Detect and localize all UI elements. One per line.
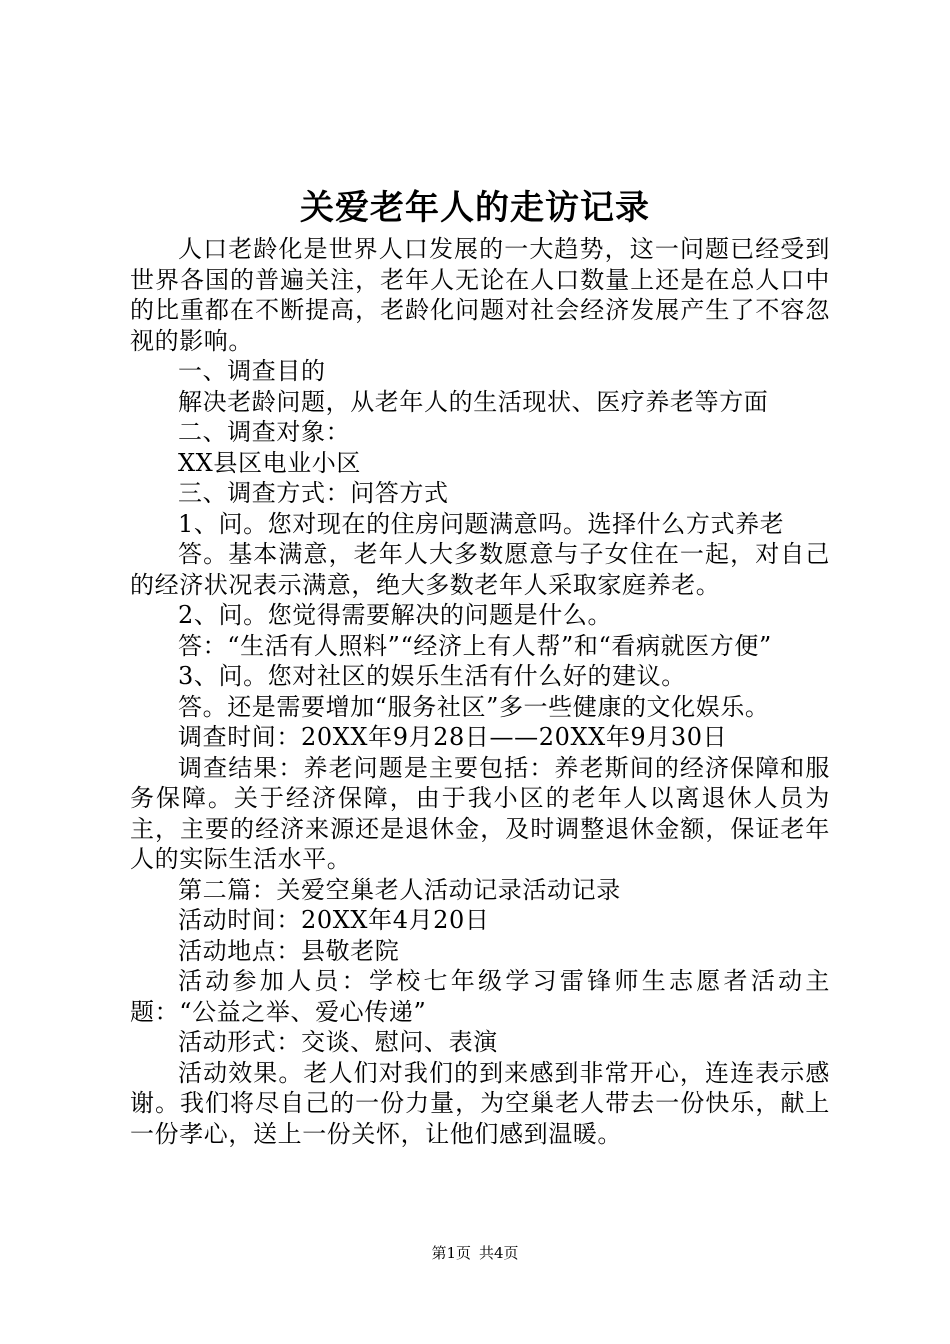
document-title: 关爱老年人的走访记录 <box>300 188 650 228</box>
paragraph-question-2: 2、问。您觉得需要解决的问题是什么。 <box>178 601 613 629</box>
paragraph-intro: 人口老龄化是世界人口发展的一大趋势，这一问题已经受到世界各国的普遍关注，老年人无论在人口数量上还是在总人口中的比重都在不断提高，老龄化问题对社会经济发展产生了不容忽视的影响。 <box>130 235 830 355</box>
page-total: 共4页 <box>479 1244 519 1262</box>
paragraph-activity-format: 活动形式：交谈、慰问、表演 <box>178 1028 498 1056</box>
paragraph-part-two-heading: 第二篇：关爱空巢老人活动记录活动记录 <box>178 875 621 904</box>
page-number: 第1页 <box>431 1244 471 1262</box>
paragraph-answer-3: 答。还是需要增加“服务社区”多一些健康的文化娱乐。 <box>178 692 770 721</box>
paragraph-activity-participants: 活动参加人员：学校七年级学习雷锋师生志愿者活动主题：“公益之举、爱心传递” <box>130 967 830 1026</box>
paragraph-heading-purpose: 一、调查目的 <box>178 357 326 385</box>
paragraph-subject: XX县区电业小区 <box>178 448 361 477</box>
document-body <box>130 234 830 1149</box>
paragraph-answer-1: 答。基本满意，老年人大多数愿意与子女住在一起，对自己的经济状况表示满意，绝大多数老年人采取家庭养老。 <box>130 540 830 599</box>
paragraph-activity-location: 活动地点：县敬老院 <box>178 936 400 965</box>
page-footer <box>0 1243 950 1263</box>
paragraph-answer-2: 答：“生活有人照料”“经济上有人帮”和“看病就医方便” <box>178 631 772 660</box>
paragraph-question-1: 1、问。您对现在的住房问题满意吗。选择什么方式养老 <box>178 509 785 538</box>
paragraph-question-3: 3、问。您对社区的娱乐生活有什么好的建议。 <box>178 662 686 690</box>
paragraph-purpose: 解决老龄问题，从老年人的生活现状、医疗养老等方面 <box>178 387 769 416</box>
paragraph-survey-result: 调查结果：养老问题是主要包括：养老斯间的经济保障和服务保障。关于经济保障，由于我小区的老年人以离退休人员为主，主要的经济来源还是退休金，及时调整退休金额，保证老年人的实际生活水平。 <box>130 753 830 873</box>
paragraph-survey-time: 调查时间：20XX年9月28日——20XX年9月30日 <box>178 723 728 751</box>
paragraph-heading-method: 三、调查方式：问答方式 <box>178 479 449 507</box>
paragraph-activity-effect: 活动效果。老人们对我们的到来感到非常开心，连连表示感谢。我们将尽自己的一份力量，为空巢老人带去一份快乐，献上一份孝心，送上一份关怀，让他们感到温暖。 <box>130 1058 830 1148</box>
paragraph-activity-time: 活动时间：20XX年4月20日 <box>178 906 490 934</box>
paragraph-heading-subject: 二、调查对象： <box>178 418 351 446</box>
